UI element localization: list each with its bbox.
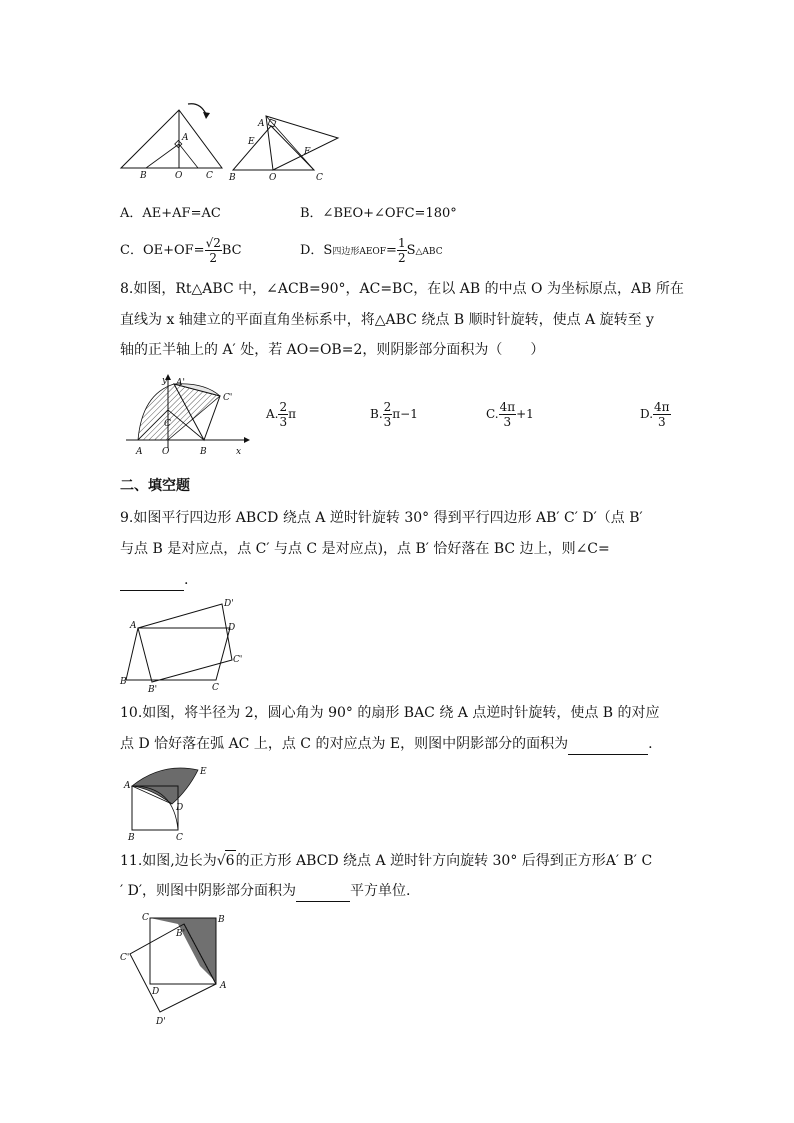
q7r-label-o: O <box>269 173 277 183</box>
q9-label-c: C <box>212 683 219 693</box>
q7l-label-c: C <box>206 171 213 181</box>
q8-b-den: 3 <box>383 415 392 429</box>
q8-label-y: y <box>162 376 168 386</box>
q8-text-line2: 直线为 x 轴建立的平面直角坐标系中，将△ABC 绕点 B 顺时针旋转，使点 A 旋转至 y <box>120 312 654 328</box>
q11-label-c: C <box>142 913 149 923</box>
q11-line1-suffix: 的正方形 ABCD 绕点 A 逆时针方向旋转 30° 后得到正方形A′ B′ C <box>235 853 653 869</box>
q8-c-tail: +1 <box>516 407 534 421</box>
q7-option-a: A．AE+AF=AC <box>120 206 221 221</box>
q8-label-c-prime: C' <box>223 393 233 403</box>
q8-a-den: 3 <box>279 415 288 429</box>
q7l-label-o: O <box>175 171 183 181</box>
q8-b-num: 2 <box>383 400 392 414</box>
q10-label-e: E <box>200 767 207 777</box>
q7-d-sub2: △ABC <box>415 247 443 257</box>
q9-figure <box>118 596 252 695</box>
q11-label-b: B <box>218 915 225 925</box>
q11-label-b-prime: B' <box>176 929 186 939</box>
q9-label-b: B <box>120 677 127 687</box>
q8-label-o: O <box>162 447 170 457</box>
q7-option-d-fraction <box>397 236 407 265</box>
q8-label-a: A <box>136 447 143 457</box>
q8-a-num: 2 <box>279 400 288 414</box>
q10-label-d: D <box>176 803 184 813</box>
q8-d-num: 4π <box>654 400 670 414</box>
q11-sqrt-radicand: 6 <box>225 850 236 871</box>
q7-figure-right <box>228 106 344 186</box>
q10-line2-tail: . <box>648 736 653 752</box>
q11-label-d-prime: D' <box>156 1017 166 1027</box>
q7-option-b: B．∠BEO+∠OFC=180° <box>300 206 457 221</box>
q8-c-den: 3 <box>503 415 512 429</box>
q8-d-fraction <box>653 400 671 429</box>
q7-rotation-arrow-icon <box>186 100 216 122</box>
q7-option-c-fraction <box>205 236 222 265</box>
q8-d-den: 3 <box>657 415 666 429</box>
q8-label-x: x <box>236 447 242 457</box>
q7l-label-b: B <box>140 171 147 181</box>
q10-label-a: A <box>124 781 131 791</box>
section-title-fill-in: 二、填空题 <box>120 478 190 494</box>
q10-answer-blank[interactable] <box>568 734 648 755</box>
q9-text-line2: 与点 B 是对应点，点 C′ 与点 C 是对应点)，点 B′ 恰好落在 BC 边上，则∠C= <box>120 541 610 557</box>
q9-label-d-prime: D' <box>224 599 234 609</box>
q8-a-tail: π <box>288 407 297 421</box>
q7-d-prefix: D．S <box>300 243 333 258</box>
q7l-label-a: A <box>182 133 189 143</box>
q11-text-line2 <box>120 881 411 902</box>
q8-b-tail: π−1 <box>392 407 418 421</box>
q7-d-den: 2 <box>397 251 406 265</box>
q10-text-line2 <box>120 734 653 755</box>
q8-label-c: C <box>164 419 171 429</box>
q8-text-line1: 8.如图，Rt△ABC 中，∠ACB=90°，AC=BC，在以 AB 的中点 O 为坐标原点，AB 所在 <box>120 281 684 297</box>
q9-label-c-prime: C' <box>233 655 243 665</box>
q10-line2-text: 点 D 恰好落在弧 AC 上，点 C 的对应点为 E，则图中阴影部分的面积为 <box>120 736 569 752</box>
q7-c-num: √2 <box>205 236 221 250</box>
q11-label-c-prime: C' <box>120 953 130 963</box>
q9-label-b-prime: B' <box>148 685 158 695</box>
q11-label-a: A <box>220 981 227 991</box>
q10-figure <box>122 762 212 842</box>
q10-label-c: C <box>176 833 183 843</box>
q8-c-num: 4π <box>499 400 516 414</box>
q9-label-a: A <box>130 621 137 631</box>
q8-d-label: D. <box>640 407 654 421</box>
q9-answer-blank[interactable] <box>120 570 184 591</box>
q8-b-label: B. <box>370 407 383 421</box>
q11-line2-prefix: ′ D′，则图中阴影部分面积为 <box>120 883 297 899</box>
q7-c-den: 2 <box>209 251 218 265</box>
q7r-label-c: C <box>316 173 323 183</box>
q7-d-eq: = <box>386 243 397 258</box>
q8-figure <box>126 372 254 462</box>
q8-option-d <box>640 400 671 429</box>
q7r-label-f: F <box>304 147 311 157</box>
q8-b-fraction <box>383 400 393 429</box>
q8-option-c <box>486 400 534 429</box>
q8-option-a <box>266 400 296 429</box>
q7-option-c <box>120 236 242 265</box>
q7-option-c-prefix: C．OE+OF= <box>120 243 205 258</box>
q8-text-line3: 轴的正半轴上的 A′ 处，若 AO=OB=2，则阴影部分面积为（ ） <box>120 342 545 358</box>
q8-option-b <box>370 400 418 429</box>
q10-label-b: B <box>128 833 135 843</box>
q11-text-line1 <box>120 850 652 871</box>
q11-answer-blank[interactable] <box>296 881 350 902</box>
q8-label-a-prime: A' <box>176 378 185 388</box>
q8-a-fraction <box>278 400 288 429</box>
q9-text-line3 <box>120 570 188 591</box>
q7-d-sub1: 四边形AEOF <box>332 247 387 257</box>
q7-option-d <box>300 236 443 265</box>
q7r-label-e: E <box>248 137 255 147</box>
q9-label-d: D <box>228 623 236 633</box>
q7r-label-a: A <box>258 119 265 129</box>
q11-label-d: D <box>152 987 160 997</box>
q8-c-fraction <box>499 400 517 429</box>
q11-line2-suffix: 平方单位. <box>350 883 411 899</box>
q7-d-num: 1 <box>397 236 406 250</box>
q8-label-b: B <box>200 447 207 457</box>
q10-text-line1: 10.如图，将半径为 2，圆心角为 90° 的扇形 BAC 绕 A 点逆时针旋转，使点 B 的对应 <box>120 705 660 721</box>
q7r-label-b: B <box>229 173 236 183</box>
q11-sqrt-symbol: √ <box>216 853 226 869</box>
q9-text-line1: 9.如图平行四边形 ABCD 绕点 A 逆时针旋转 30° 得到平行四边形 AB′ C′ D′（点 B′ <box>120 510 643 526</box>
q7-option-c-suffix: BC <box>221 243 242 258</box>
q9-line3-tail: . <box>184 572 189 588</box>
q7-d-s: S <box>406 243 416 258</box>
q11-line1-prefix: 11.如图,边长为 <box>120 853 217 869</box>
q8-c-label: C. <box>486 407 499 421</box>
q8-a-label: A. <box>266 407 279 421</box>
q11-figure <box>118 908 238 1028</box>
